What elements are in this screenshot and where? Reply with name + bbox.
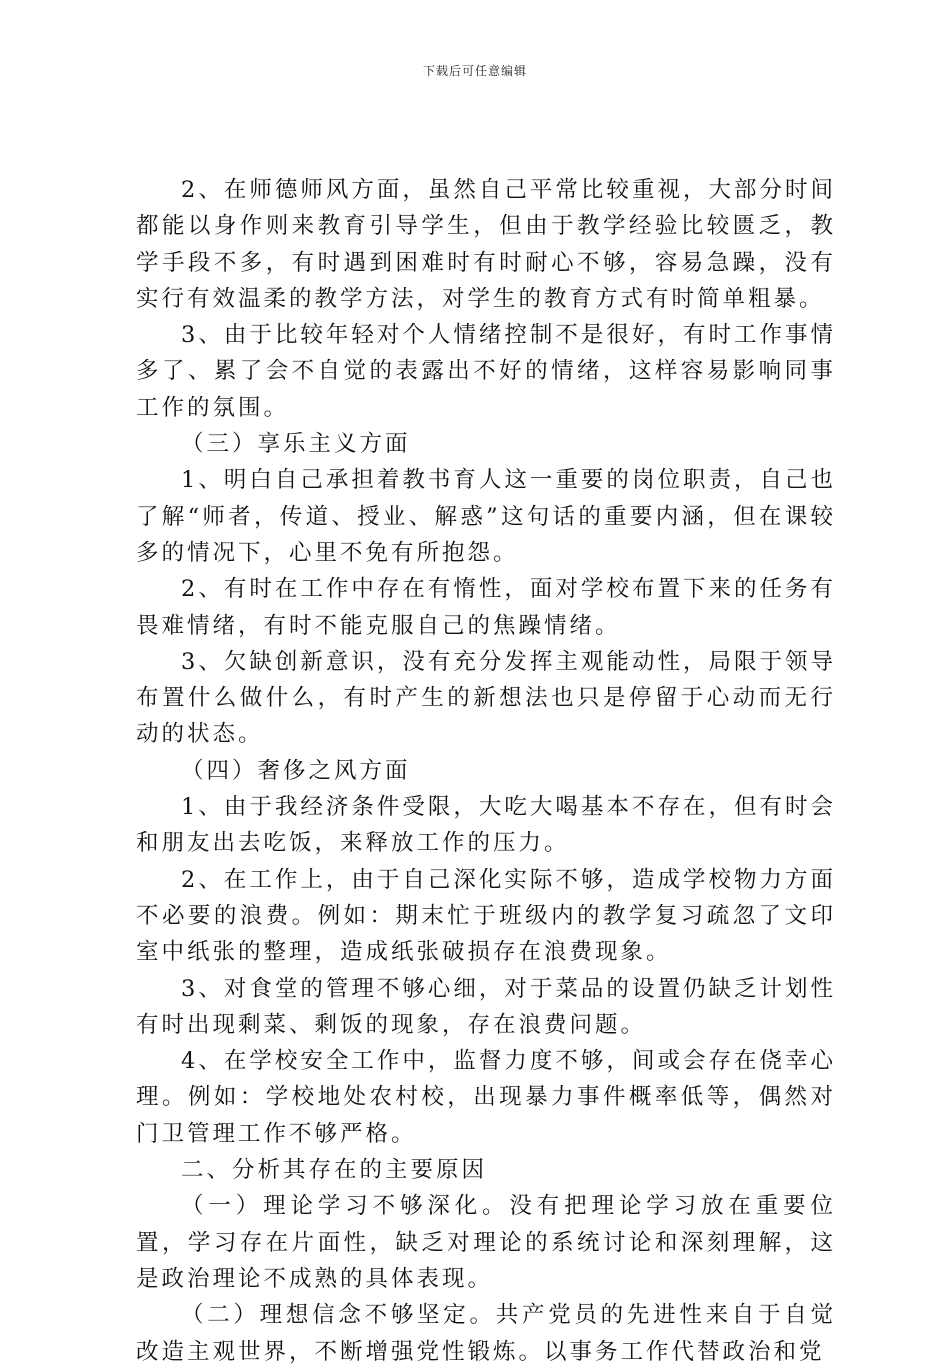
paragraph-canteen: 3、对食堂的管理不够心细，对于菜品的设置仍缺乏计划性有时出现剩菜、剩饭的现象，存在浪费问题。 (136, 975, 836, 1038)
paragraph-teacher-ethics: 2、在师德师风方面，虽然自己平常比较重视，大部分时间都能以身作则来教育引导学生，但由于教学经验比较匮乏，教学手段不多，有时遇到困难时有时耐心不够，容易急躁，没有实行有效温柔的教学方法，对学生的教育方式有时简单粗暴。 (136, 177, 836, 312)
paragraph-inertia: 2、有时在工作中存在有惰性，面对学校布置下来的任务有畏难情绪，有时不能克服自己的焦躁情绪。 (136, 576, 836, 639)
section-heading-hedonism: （三）享乐主义方面 (181, 431, 411, 458)
document-body (136, 172, 836, 1370)
header-note: 下载后可任意编辑 (422, 64, 527, 78)
section-heading-extravagance: （四）奢侈之风方面 (181, 757, 411, 784)
paragraph-theory-study: （一）理论学习不够深化。没有把理论学习放在重要位置，学习存在片面性，缺乏对理论的系统讨论和深刻理解，这是政治理论不成熟的具体表现。 (136, 1193, 836, 1292)
paragraph-innovation: 3、欠缺创新意识，没有充分发挥主观能动性，局限于领导布置什么做什么，有时产生的新想法也只是停留于心动而无行动的状态。 (136, 648, 836, 748)
paragraph-safety: 4、在学校安全工作中，监督力度不够，间或会存在侥幸心理。例如：学校地处农村校，出现暴力事件概率低等，偶然对门卫管理工作不够严格。 (136, 1048, 836, 1147)
section-heading-causes: 二、分析其存在的主要原因 (181, 1157, 488, 1184)
paragraph-ideals-belief: （二）理想信念不够坚定。共产党员的先进性来自于自觉改造主观世界，不断增强党性锻炼。以事务工作代替政治和党 (136, 1302, 836, 1365)
paragraph-emotion-control: 3、由于比较年轻对个人情绪控制不是很好，有时工作事情多了、累了会不自觉的表露出不好的情绪，这样容易影响同事工作的氛围。 (136, 322, 836, 421)
paragraph-material-waste: 2、在工作上，由于自己深化实际不够，造成学校物力方面不必要的浪费。例如：期末忙于班级内的教学复习疏忽了文印室中纸张的整理，造成纸张破损存在浪费现象。 (136, 866, 836, 966)
paragraph-dining: 1、由于我经济条件受限，大吃大喝基本不存在，但有时会和朋友出去吃饭，来释放工作的压力。 (136, 794, 836, 857)
paragraph-teaching-duty: 1、明白自己承担着教书育人这一重要的岗位职责，自己也了解“师者，传道、授业、解惑”这句话的重要内涵，但在课较多的情况下，心里不免有所抱怨。 (136, 467, 836, 566)
